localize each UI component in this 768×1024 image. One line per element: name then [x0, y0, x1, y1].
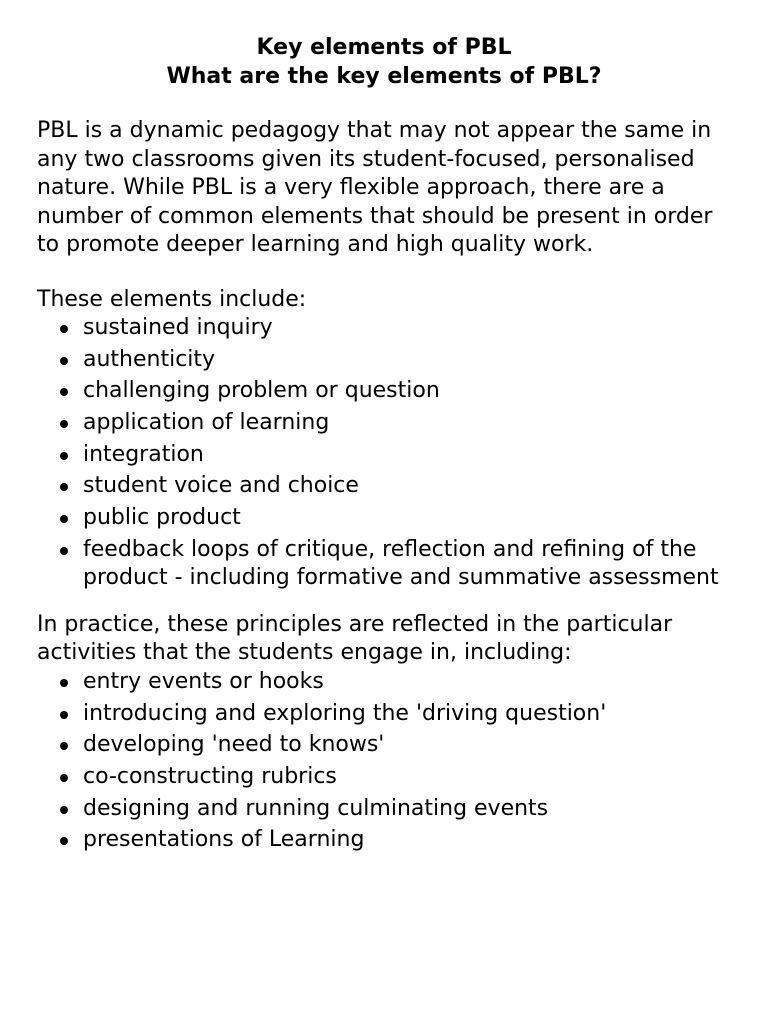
list-item: integration	[37, 441, 731, 470]
list-item: feedback loops of critique, reflection and refining of the product - including formative and summative assessment	[37, 536, 731, 593]
list-item: co-constructing rubrics	[37, 763, 731, 792]
title-line-1: Key elements of PBL	[256, 35, 512, 60]
intro-paragraph: PBL is a dynamic pedagogy that may not appear the same in any two classrooms given its student-focused, personalised nature. While PBL is a very flexible approach, there are a number of common elements that should be present in order to promote deeper learning and high quality work.	[37, 118, 713, 257]
list-item: sustained inquiry	[37, 314, 731, 343]
bullet-icon	[60, 515, 68, 523]
list-item: public product	[37, 504, 731, 533]
page-title	[37, 33, 731, 91]
elements-list	[37, 314, 731, 593]
bullet-icon	[60, 388, 68, 396]
activities-list	[37, 668, 731, 855]
list-item: application of learning	[37, 409, 731, 438]
bullet-icon	[60, 483, 68, 491]
list-item: designing and running culminating events	[37, 795, 731, 824]
list-item: student voice and choice	[37, 472, 731, 501]
elements-lead: These elements include:	[37, 286, 307, 312]
bullet-icon	[60, 742, 68, 750]
bullet-icon	[60, 837, 68, 845]
list-item: presentations of Learning	[37, 826, 731, 855]
bullet-icon	[60, 806, 68, 814]
bullet-icon	[60, 711, 68, 719]
bullet-icon	[60, 420, 68, 428]
bullet-icon	[60, 774, 68, 782]
practice-lead: In practice, these principles are reflected in the particular activities that the students engage in, including:	[37, 611, 673, 666]
bullet-icon	[60, 357, 68, 365]
list-item: challenging problem or question	[37, 377, 731, 406]
title-line-2: What are the key elements of PBL?	[166, 64, 602, 89]
list-item: entry events or hooks	[37, 668, 731, 697]
list-item: authenticity	[37, 346, 731, 375]
list-item: introducing and exploring the 'driving question'	[37, 700, 731, 729]
bullet-icon	[60, 325, 68, 333]
bullet-icon	[60, 679, 68, 687]
bullet-icon	[60, 452, 68, 460]
bullet-icon	[60, 547, 68, 555]
list-item: developing 'need to knows'	[37, 731, 731, 760]
